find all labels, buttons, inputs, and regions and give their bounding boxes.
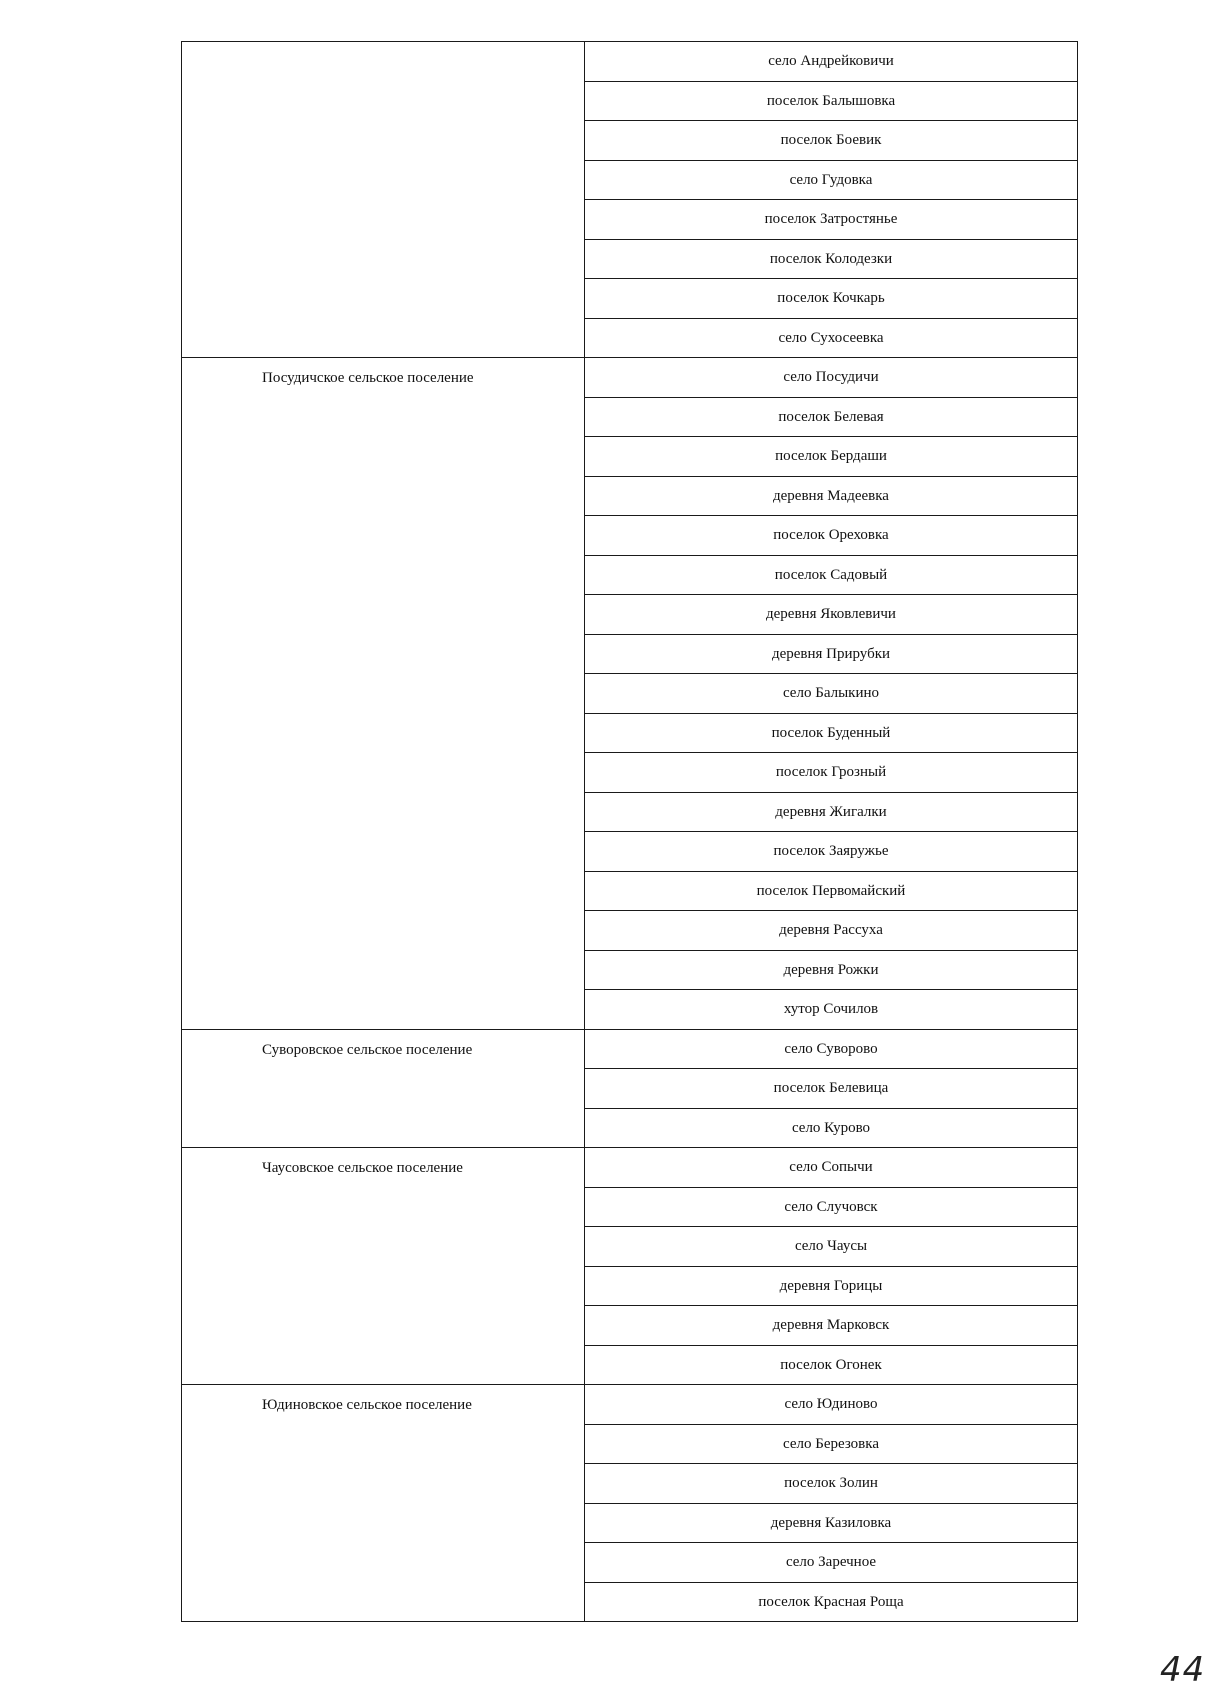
- table-row: [182, 1029, 1078, 1069]
- settlement-name-cell: поселок Первомайский: [585, 871, 1078, 911]
- settlements-table: [181, 41, 1078, 1622]
- poselenie-name-cell: Чаусовское сельское поселение: [182, 1148, 585, 1385]
- settlement-name-cell: поселок Красная Роща: [585, 1582, 1078, 1622]
- settlement-name-cell: село Гудовка: [585, 160, 1078, 200]
- settlement-name-cell: поселок Боевик: [585, 121, 1078, 161]
- settlement-name-cell: поселок Заяружье: [585, 832, 1078, 872]
- settlement-name-cell: село Случовск: [585, 1187, 1078, 1227]
- settlement-name-cell: поселок Белевая: [585, 397, 1078, 437]
- settlement-name-cell: поселок Балышовка: [585, 81, 1078, 121]
- table-row: [182, 42, 1078, 82]
- settlement-name-cell: деревня Горицы: [585, 1266, 1078, 1306]
- settlement-name-cell: деревня Рожки: [585, 950, 1078, 990]
- poselenie-name-cell: [182, 42, 585, 358]
- settlement-name-cell: деревня Мадеевка: [585, 476, 1078, 516]
- settlement-name-cell: село Сопычи: [585, 1148, 1078, 1188]
- table-row: [182, 358, 1078, 398]
- settlement-name-cell: поселок Буденный: [585, 713, 1078, 753]
- settlement-name-cell: село Юдиново: [585, 1385, 1078, 1425]
- settlement-name-cell: поселок Огонек: [585, 1345, 1078, 1385]
- poselenie-name-cell: Суворовское сельское поселение: [182, 1029, 585, 1148]
- settlement-name-cell: поселок Золин: [585, 1464, 1078, 1504]
- poselenie-name-cell: Юдиновское сельское поселение: [182, 1385, 585, 1622]
- settlement-name-cell: село Заречное: [585, 1543, 1078, 1583]
- settlement-name-cell: деревня Прирубки: [585, 634, 1078, 674]
- settlement-name-cell: деревня Жигалки: [585, 792, 1078, 832]
- table-row: [182, 1385, 1078, 1425]
- settlement-name-cell: поселок Колодезки: [585, 239, 1078, 279]
- settlement-name-cell: село Чаусы: [585, 1227, 1078, 1267]
- settlement-name-cell: поселок Ореховка: [585, 516, 1078, 556]
- settlement-name-cell: село Березовка: [585, 1424, 1078, 1464]
- settlement-name-cell: село Курово: [585, 1108, 1078, 1148]
- settlement-name-cell: поселок Кочкарь: [585, 279, 1078, 319]
- table-row: [182, 1148, 1078, 1188]
- settlement-name-cell: поселок Белевица: [585, 1069, 1078, 1109]
- poselenie-name-cell: Посудичское сельское поселение: [182, 358, 585, 1030]
- settlement-name-cell: село Сухосеевка: [585, 318, 1078, 358]
- settlement-name-cell: деревня Яковлевичи: [585, 595, 1078, 635]
- settlement-name-cell: село Посудичи: [585, 358, 1078, 398]
- settlement-name-cell: село Андрейковичи: [585, 42, 1078, 82]
- settlement-name-cell: деревня Казиловка: [585, 1503, 1078, 1543]
- page-number: 44: [1160, 1650, 1205, 1690]
- settlements-table-body: [182, 42, 1078, 1622]
- settlement-name-cell: хутор Сочилов: [585, 990, 1078, 1030]
- settlement-name-cell: поселок Затростянье: [585, 200, 1078, 240]
- settlement-name-cell: село Балыкино: [585, 674, 1078, 714]
- settlement-name-cell: село Суворово: [585, 1029, 1078, 1069]
- settlement-name-cell: деревня Марковск: [585, 1306, 1078, 1346]
- settlement-name-cell: поселок Грозный: [585, 753, 1078, 793]
- settlement-name-cell: поселок Бердаши: [585, 437, 1078, 477]
- settlement-name-cell: деревня Рассуха: [585, 911, 1078, 951]
- settlement-name-cell: поселок Садовый: [585, 555, 1078, 595]
